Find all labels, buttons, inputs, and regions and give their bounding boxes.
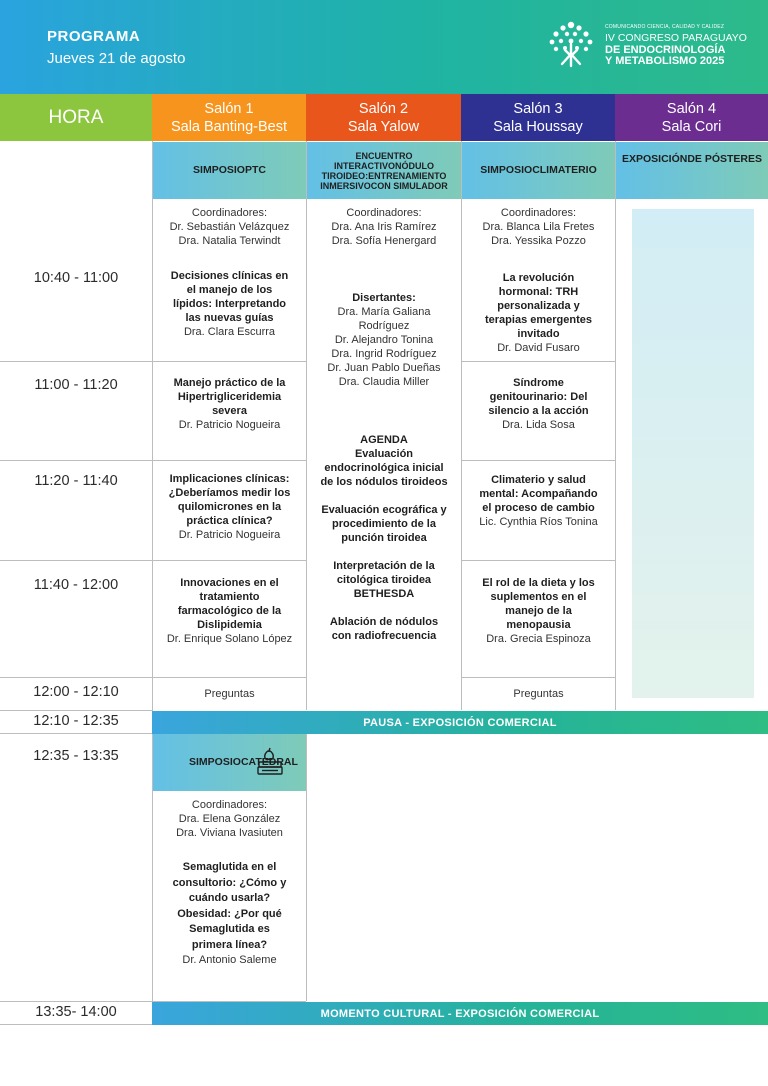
program-banner bbox=[0, 0, 768, 94]
grid-line bbox=[0, 460, 306, 461]
coordinator: Dra. Natalia Terwindt bbox=[178, 235, 281, 247]
header-hora bbox=[0, 94, 152, 141]
talk-speaker: Dr. Patricio Nogueira bbox=[178, 419, 281, 431]
agenda-item: citológica tiroidea bbox=[336, 574, 432, 586]
talk-title: Decisiones clínicas en bbox=[170, 270, 289, 282]
talk-title: consultorio: ¿Cómo y bbox=[172, 876, 287, 889]
head-line: CLIMATERIO bbox=[532, 164, 597, 177]
spacer bbox=[307, 601, 461, 615]
salon-3-talk bbox=[462, 576, 615, 646]
congress-logo-text bbox=[605, 25, 747, 67]
logo-line-3: Y METABOLISMO 2025 bbox=[605, 54, 725, 67]
talk-title: El rol de la dieta y los bbox=[482, 577, 595, 589]
talk-speaker: Dr. Patricio Nogueira bbox=[178, 529, 281, 541]
talk-title: farmacológico de la bbox=[177, 605, 282, 617]
coordinator: Dra. Blanca Lila Fretes bbox=[482, 221, 595, 233]
coordinator: Dra. Sofía Henergard bbox=[331, 235, 437, 247]
spacer bbox=[307, 489, 461, 503]
salon-2-coordinators bbox=[307, 206, 461, 248]
salon-2-speakers bbox=[307, 291, 461, 389]
time-slot: 12:35 - 13:35 bbox=[33, 748, 119, 764]
talk-title: hormonal: TRH bbox=[498, 286, 579, 298]
salon-1-coordinators bbox=[153, 206, 306, 248]
agenda-item: Interpretación de la bbox=[333, 560, 435, 572]
talk-title: lípidos: Interpretando bbox=[172, 298, 287, 310]
talk-speaker: Dr. Antonio Saleme bbox=[182, 954, 277, 966]
salon-1-talk bbox=[153, 472, 306, 542]
program-title: PROGRAMA bbox=[47, 28, 141, 45]
speaker: Dra. Ingrid Rodríguez bbox=[331, 348, 437, 360]
talk-title: quilomicrones en la bbox=[177, 501, 282, 513]
coordinator: Dra. Ana Iris Ramírez bbox=[331, 221, 437, 233]
grid-line bbox=[0, 1024, 152, 1025]
pausa-bar: PAUSA - EXPOSICIÓN COMERCIAL bbox=[152, 711, 768, 734]
salon-3-talk bbox=[462, 271, 615, 355]
grid-line bbox=[306, 733, 307, 1001]
salon-1-talk bbox=[153, 576, 306, 646]
talk-title: terapias emergentes bbox=[485, 314, 592, 326]
head-line: DE PÓSTERES bbox=[687, 153, 763, 165]
grid-line bbox=[461, 677, 615, 678]
poster-exhibition-panel bbox=[632, 209, 754, 698]
talk-title: personalizada y bbox=[497, 300, 580, 312]
talk-speaker: Dra. Grecia Espinoza bbox=[486, 633, 591, 645]
salon-3-symposium-head bbox=[462, 142, 615, 199]
lunch-box-icon bbox=[256, 747, 284, 777]
talk-title: silencio a la acción bbox=[488, 405, 589, 417]
head-line: PTC bbox=[244, 164, 266, 177]
time-slot: 13:35- 14:00 bbox=[35, 1004, 117, 1020]
salon-1-sala: Sala Banting-Best bbox=[170, 118, 288, 135]
coord-label: Coordinadores: bbox=[346, 207, 422, 219]
agenda-label: AGENDA bbox=[360, 434, 408, 446]
agenda-item: de los nódulos tiroideos bbox=[320, 476, 448, 488]
congress-logo-icon bbox=[546, 20, 596, 70]
talk-title: mental: Acompañando bbox=[479, 488, 598, 500]
salon-1-talk bbox=[153, 269, 306, 339]
grid-line bbox=[461, 361, 615, 362]
head-line: SIMPOSIO bbox=[480, 164, 533, 177]
talk-title: práctica clínica? bbox=[186, 515, 273, 527]
talk-title: menopausia bbox=[506, 619, 571, 631]
grid-line bbox=[0, 710, 152, 711]
header-salon-3 bbox=[461, 94, 615, 141]
time-slot: 12:00 - 12:10 bbox=[33, 684, 119, 700]
time-slot: 10:40 - 11:00 bbox=[33, 270, 119, 286]
talk-title: severa bbox=[212, 405, 247, 417]
talk-title: Implicaciones clínicas: bbox=[169, 473, 290, 485]
salon-1-symposium-head bbox=[153, 142, 306, 199]
time-slot: 11:20 - 11:40 bbox=[34, 473, 118, 489]
talk-speaker: Dr. David Fusaro bbox=[497, 342, 580, 354]
talk-title: tratamiento bbox=[199, 591, 260, 603]
talk-title: el proceso de cambio bbox=[482, 502, 595, 514]
talk-title: Climaterio y salud bbox=[491, 474, 586, 486]
talk-title: La revolución bbox=[502, 272, 575, 284]
salon-1-questions: Preguntas bbox=[204, 688, 255, 700]
speakers-label: Disertantes: bbox=[352, 292, 416, 304]
talk-title: Semaglutida es bbox=[189, 923, 270, 935]
head-line: ENCUENTRO INTERACTIVO bbox=[333, 150, 413, 171]
agenda-item: BETHESDA bbox=[353, 588, 415, 600]
head-line: SIMPOSIO bbox=[189, 756, 241, 769]
catedral-coordinators bbox=[153, 798, 306, 840]
head-line: NÓDULO TIROIDEO: bbox=[321, 160, 434, 181]
speaker: Dra. Claudia Miller bbox=[338, 376, 430, 388]
talk-title: Semaglutida en el bbox=[182, 861, 277, 873]
talk-speaker: Lic. Cynthia Ríos Tonina bbox=[479, 516, 598, 528]
salon-1-name: Salón 1 bbox=[204, 100, 254, 117]
coord-label: Coordinadores: bbox=[191, 207, 268, 219]
time-slot: 11:40 - 12:00 bbox=[33, 577, 119, 593]
speaker: Dr. Alejandro Tonina bbox=[334, 334, 434, 346]
salon-4-sala: Sala Cori bbox=[661, 118, 722, 135]
talk-speaker: Dra. Clara Escurra bbox=[183, 326, 276, 338]
talk-title: primera línea? bbox=[191, 938, 268, 951]
salon-3-talk bbox=[462, 376, 615, 432]
agenda-item: con radiofrecuencia bbox=[331, 630, 437, 642]
header-salon-2 bbox=[306, 94, 461, 141]
head-line: ENTRENAMIENTO INMERSIVO bbox=[320, 170, 447, 191]
grid-line bbox=[0, 677, 306, 678]
grid-line bbox=[461, 560, 615, 561]
talk-title: las nuevas guías bbox=[185, 312, 274, 324]
talk-title: genitourinario: Del bbox=[489, 391, 588, 403]
speaker: Dr. Juan Pablo Dueñas bbox=[327, 362, 441, 374]
logo-line-1: IV CONGRESO PARAGUAYO bbox=[605, 32, 747, 44]
head-line: SIMPOSIO bbox=[193, 164, 245, 177]
header-salon-4 bbox=[615, 94, 768, 141]
spacer bbox=[307, 545, 461, 559]
head-line: EXPOSICIÓN bbox=[621, 153, 688, 165]
grid-line bbox=[615, 141, 616, 710]
agenda-item: Evaluación bbox=[354, 448, 414, 460]
salon-2-sala: Sala Yalow bbox=[347, 118, 420, 135]
grid-line bbox=[0, 560, 306, 561]
talk-title: el manejo de los bbox=[186, 284, 273, 296]
salon-1-talk bbox=[153, 376, 306, 432]
talk-title: suplementos en el bbox=[490, 591, 587, 603]
talk-title: Hipertrigliceridemia bbox=[177, 391, 282, 403]
talk-title: Síndrome bbox=[513, 377, 564, 389]
talk-title: Innovaciones en el bbox=[180, 577, 279, 589]
coordinator: Dr. Sebastián Velázquez bbox=[169, 221, 290, 233]
logo-line-2: DE ENDOCRINOLOGÍA bbox=[605, 43, 726, 56]
salon-3-questions: Preguntas bbox=[513, 688, 564, 700]
coordinator: Dra. Elena González bbox=[178, 813, 281, 825]
talk-title: Dislipidemia bbox=[197, 619, 262, 631]
talk-speaker: Dr. Enrique Solano López bbox=[166, 633, 293, 645]
salon-2-name: Salón 2 bbox=[358, 100, 409, 117]
coordinator: Dra. Yessika Pozzo bbox=[491, 235, 586, 247]
head-line: CATEDRAL bbox=[240, 756, 298, 769]
agenda-item: Ablación de nódulos bbox=[329, 616, 439, 628]
agenda-item: Evaluación ecográfica y bbox=[321, 504, 447, 516]
coord-label: Coordinadores: bbox=[500, 207, 577, 219]
speaker: Dra. María Galiana bbox=[337, 306, 431, 318]
salon-4-exhibition-head bbox=[616, 142, 768, 199]
talk-speaker: Dra. Lida Sosa bbox=[502, 419, 575, 431]
time-slot: 11:00 - 11:20 bbox=[34, 377, 118, 393]
logo-tagline: COMUNICANDO CIENCIA, CALIDAD Y CALIDEZ bbox=[605, 24, 725, 30]
cultural-bar: MOMENTO CULTURAL - EXPOSICIÓN COMERCIAL bbox=[152, 1002, 768, 1025]
speaker: Rodríguez bbox=[358, 320, 410, 332]
talk-title: Manejo práctico de la bbox=[173, 377, 286, 389]
talk-title: manejo de la bbox=[505, 605, 572, 617]
coord-label: Coordinadores: bbox=[191, 799, 268, 811]
salon-3-sala: Sala Houssay bbox=[493, 118, 583, 135]
catedral-talk bbox=[153, 860, 306, 969]
agenda-item: punción tiroidea bbox=[341, 532, 427, 544]
salon-3-name: Salón 3 bbox=[513, 100, 563, 117]
header-salon-1 bbox=[152, 94, 306, 141]
agenda-item: endocrinológica inicial bbox=[324, 462, 444, 474]
salon-4-name: Salón 4 bbox=[666, 100, 717, 117]
talk-title: Obesidad: ¿Por qué bbox=[177, 907, 282, 920]
grid-line bbox=[0, 361, 306, 362]
talk-title: cuándo usarla? bbox=[188, 892, 271, 904]
talk-title: ¿Deberíamos medir los bbox=[168, 487, 291, 499]
header-hora-label: HORA bbox=[48, 106, 104, 128]
grid-line bbox=[461, 460, 615, 461]
grid-line bbox=[0, 733, 152, 734]
talk-title: invitado bbox=[517, 328, 560, 340]
head-line: CON SIMULADOR bbox=[370, 180, 448, 191]
coordinator: Dra. Viviana Ivasiuten bbox=[176, 827, 283, 839]
salon-2-agenda bbox=[307, 433, 461, 643]
salon-3-coordinators bbox=[462, 206, 615, 248]
program-date: Jueves 21 de agosto bbox=[47, 50, 186, 67]
agenda-item: procedimiento de la bbox=[332, 518, 436, 530]
salon-3-talk bbox=[462, 473, 615, 529]
time-slot: 12:10 - 12:35 bbox=[33, 713, 119, 729]
salon-2-symposium-head bbox=[307, 142, 461, 199]
